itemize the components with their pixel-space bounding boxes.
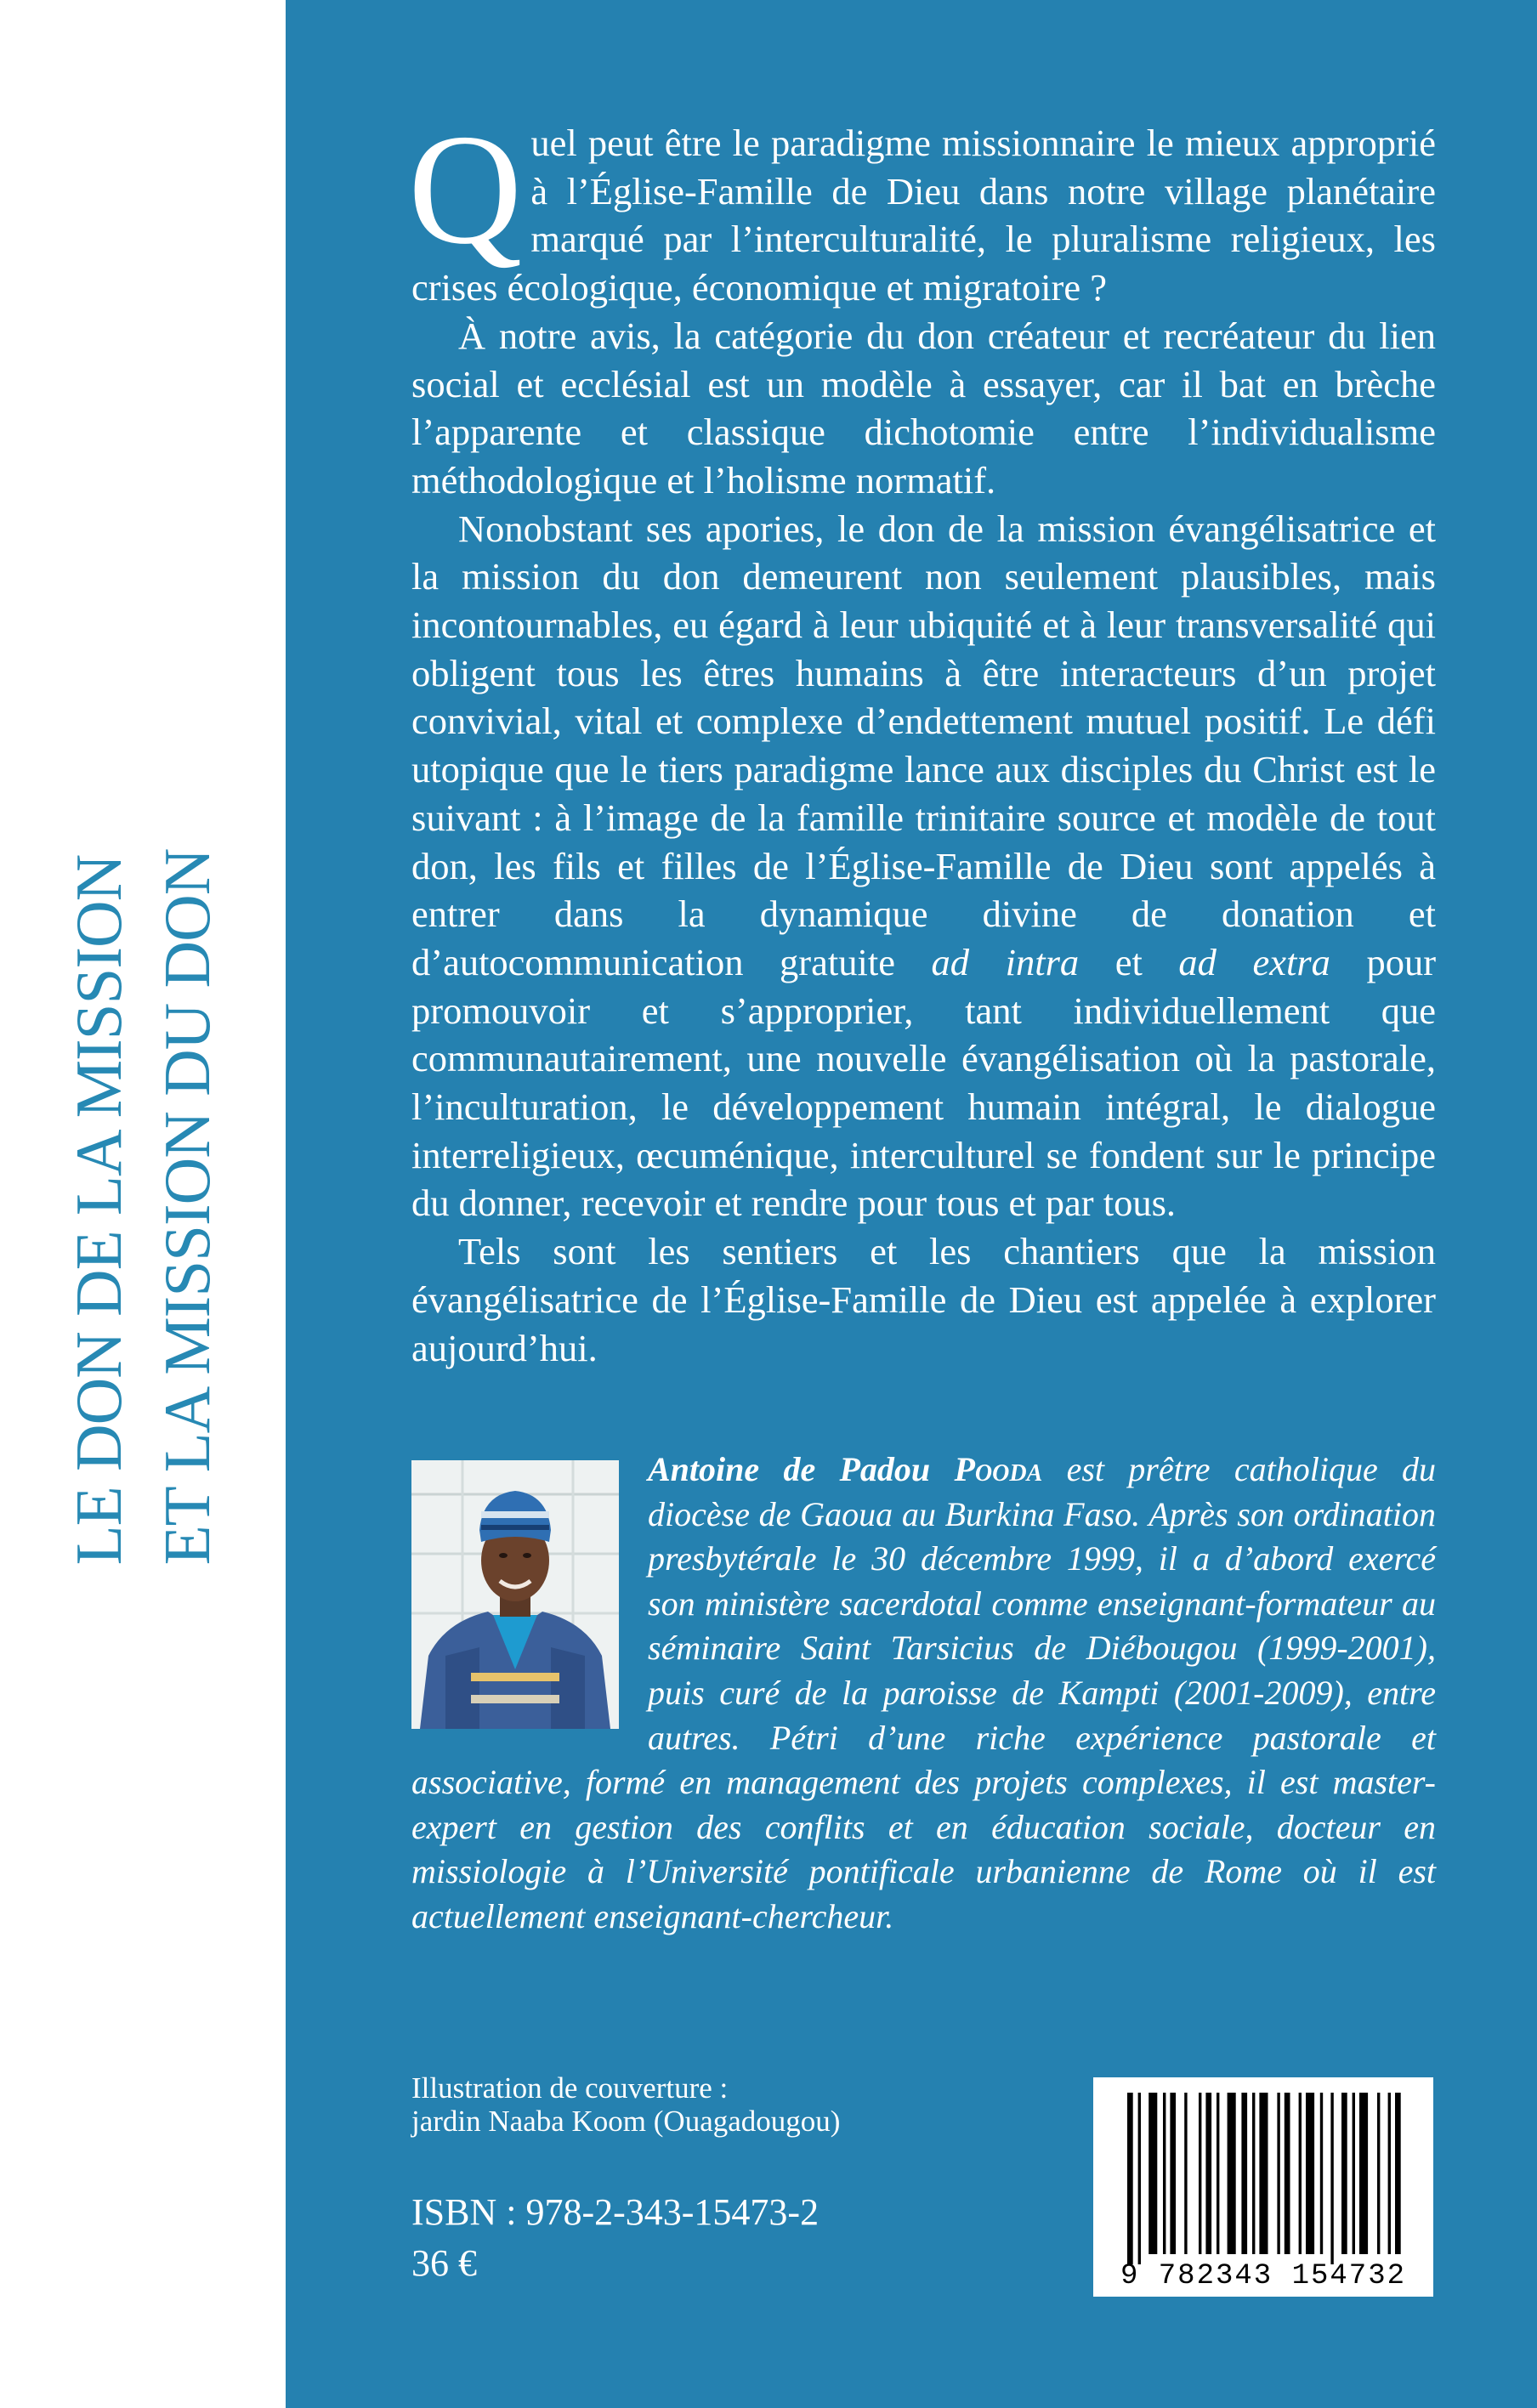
author-bio-text: est prêtre catholique du diocèse de Gaoua au Burkina Faso. Après son ordination presbytérale le 30 décembre 1999, il a d’abord exercé son ministère sacerdotal comme enseignant-formateur au séminaire Saint Tarsicius de Diébougou (1999-2001), puis curé de la paroisse de Kampti (2001-2009), entre autres. Pétri d’une riche expérience pastorale et associative, formé en management des projets complexes, il est master-expert en gestion des conflits et en éducation sociale, docteur en missiologie à l’Université pontificale urbanienne de Rome où il est actuellement enseignant-chercheur.: [411, 1450, 1436, 1935]
blurb-paragraph-4: Tels sont les sentiers et les chantiers que la mission évangélisatrice de l’Église-Famille de Dieu est appelée à explorer aujourd’hui.: [411, 1230, 1436, 1369]
credits-line-1: Illustration de couverture :: [411, 2071, 729, 2105]
blurb-paragraph-3-text-a: Nonobstant ses apories, le don de la mission évangélisatrice et la mission du don demeurent non seulement plausibles, mais incontournables, eu égard à leur ubiquité et à leur transversalité qui obligent tous les êtres humains à être interacteurs d’un projet convivial, vital et complexe d’endettement mutuel positif. Le défi utopique que le tiers paradigme lance aux disciples du Christ est le suivant : à l’image de la famille trinitaire source et modèle de tout don, les fils et filles de l’Église-Famille de Dieu sont appelés à entrer dans la dynamique divine de donation et d’autocommunication gratuite: [411, 507, 1436, 983]
barcode-bar: [1320, 2093, 1323, 2254]
barcode-bar: [1359, 2093, 1368, 2254]
barcode-bar: [1299, 2093, 1302, 2254]
isbn-number: ISBN : 978-2-343-15473-2: [411, 2191, 820, 2233]
isbn-block: [411, 2187, 819, 2289]
blurb-text: [408, 102, 1437, 1372]
photo-wrap-space: [411, 1448, 648, 1720]
spine-title-line-2: ET LA MISSION DU DON: [150, 848, 224, 1566]
barcode-bar: [1341, 2093, 1347, 2254]
barcode-bar: [1217, 2093, 1219, 2254]
blurb-paragraph-2: À notre avis, la catégorie du don créateur et recréateur du lien social et ecclésial est un modèle à essayer, car il bat en brèche l’apparente et classique dichotomie entre l’individualisme méthodologique et l’holisme normatif.: [411, 314, 1436, 501]
barcode-bar: [1330, 2093, 1333, 2264]
price: 36 €: [411, 2242, 477, 2284]
barcode-bar: [1199, 2093, 1201, 2254]
spine-title-line-1: LE DON DE LA MISSION: [62, 854, 135, 1566]
barcode: [1093, 2077, 1433, 2297]
barcode-digits: 9 782343 154732: [1120, 2260, 1407, 2292]
blurb-paragraph-1-text: uel peut être le paradigme missionnaire le mieux approprié à l’Église-Famille de Dieu dans notre village planétaire marqué par l’interculturalité, le pluralisme religieux, les crises écologique, économique et migratoire ?: [411, 122, 1436, 309]
barcode-bar: [1184, 2093, 1187, 2254]
barcode-bar: [1138, 2093, 1141, 2264]
blurb-paragraph-3: [411, 505, 1436, 1228]
barcode-bar: [1163, 2093, 1166, 2254]
barcode-bar: [1241, 2093, 1247, 2254]
barcode-bar: [1285, 2093, 1290, 2254]
drop-cap: Q: [408, 102, 523, 277]
barcode-bar: [1148, 2093, 1157, 2254]
author-surname: Pooda: [954, 1450, 1043, 1488]
cover-credits: [411, 2071, 840, 2138]
blurb-paragraph-1: [408, 102, 1436, 312]
barcode-bar: [1205, 2093, 1211, 2254]
book-spine: [0, 0, 286, 2408]
blurb-paragraph-3-text-b: pour promouvoir et s’approprier, tant individuellement que communautairement, une nouvelle évangélisation où la pastorale, l’inculturation, le développement humain intégral, le dialogue interreligieux, œcuménique, interculturel se fondent sur le principe du donner, recevoir et rendre pour tous et par tous.: [411, 940, 1437, 1225]
barcode-bar: [1353, 2093, 1355, 2254]
barcode-bar: [1127, 2093, 1133, 2264]
credits-line-2: jardin Naaba Koom (Ouagadougou): [411, 2105, 841, 2138]
barcode-bar: [1388, 2093, 1391, 2254]
barcode-bar: [1252, 2093, 1255, 2254]
barcode-bar: [1395, 2093, 1401, 2254]
author-name: Antoine de Padou: [648, 1450, 931, 1488]
author-bio: [411, 1448, 1436, 1940]
blurb-latin-ad-intra: ad intra: [931, 940, 1080, 983]
blurb-latin-ad-extra: ad extra: [1178, 940, 1330, 983]
barcode-bar: [1377, 2093, 1380, 2254]
blurb-paragraph-3-and: et: [1114, 940, 1143, 983]
barcode-bar: [1259, 2093, 1268, 2254]
barcode-bar: [1277, 2093, 1279, 2254]
barcode-bar: [1306, 2093, 1314, 2254]
barcode-bar: [1170, 2093, 1176, 2254]
spine-title: [54, 849, 231, 1566]
barcode-bar: [1228, 2093, 1236, 2254]
